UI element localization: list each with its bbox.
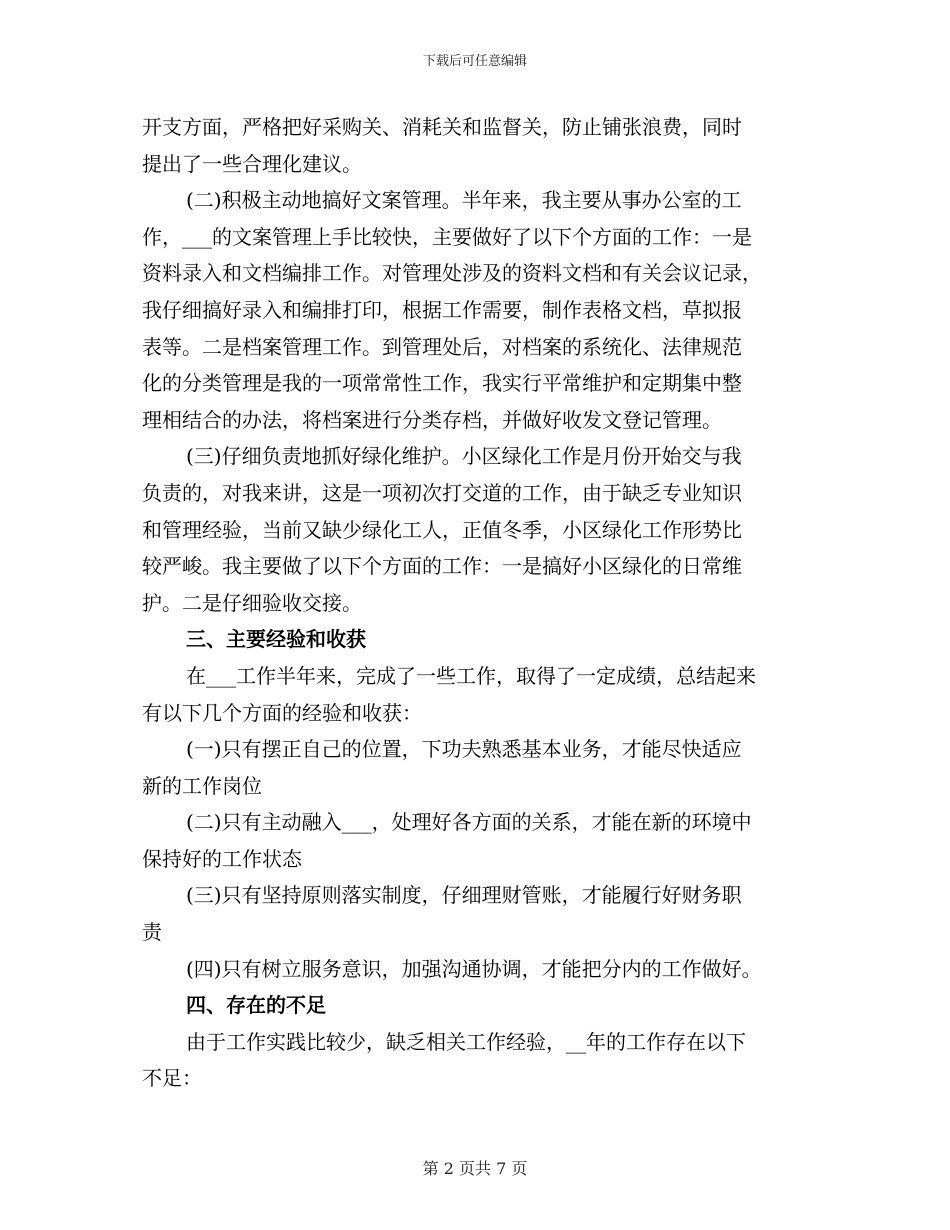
paragraph-line: 负责的，对我来讲，这是一项初次打交道的工作，由于缺乏专业知识: [142, 480, 742, 505]
paragraph-line: (一)只有摆正自己的位置，下功夫熟悉基本业务，才能尽快适应: [186, 737, 742, 762]
paragraph-line: 提出了一些合理化建议。: [142, 151, 362, 176]
paragraph-line: 新的工作岗位: [142, 773, 262, 798]
section-heading: 四、存在的不足: [186, 993, 326, 1018]
paragraph-line: (三)仔细负责地抓好绿化维护。小区绿化工作是月份开始交与我: [186, 444, 742, 469]
document-body: [142, 109, 814, 1097]
paragraph-line: 由于工作实践比较少，缺乏相关工作经验，__年的工作存在以下: [186, 1029, 746, 1054]
paragraph-line: 表等。二是档案管理工作。到管理处后，对档案的系统化、法律规范: [142, 334, 742, 359]
paragraph-line: 作，___的文案管理上手比较快，主要做好了以下个方面的工作：一是: [142, 224, 752, 249]
page-header: 下载后可任意编辑: [422, 54, 527, 69]
paragraph-line: 责: [142, 920, 162, 945]
paragraph-line: 在___工作半年来，完成了一些工作，取得了一定成绩，总结起来: [186, 663, 756, 688]
paragraph-line: 化的分类管理是我的一项常常性工作，我实行平常维护和定期集中整: [142, 371, 742, 396]
paragraph-line: 较严峻。我主要做了以下个方面的工作：一是搞好小区绿化的日常维: [142, 554, 742, 579]
paragraph-line: 有以下几个方面的经验和收获：: [142, 700, 422, 725]
paragraph-line: 我仔细搞好录入和编排打印，根据工作需要，制作表格文档，草拟报: [142, 297, 742, 322]
paragraph-line: 保持好的工作状态: [142, 846, 302, 871]
paragraph-line: 护。二是仔细验收交接。: [142, 590, 362, 615]
page-footer: 第 2 页共 7 页: [422, 1159, 528, 1178]
paragraph-line: (二)积极主动地搞好文案管理。半年来，我主要从事办公室的工: [186, 188, 742, 213]
paragraph-line: 不足：: [142, 1066, 202, 1091]
paragraph-line: 和管理经验，当前又缺少绿化工人，正值冬季，小区绿化工作形势比: [142, 517, 742, 542]
paragraph-line: (二)只有主动融入___，处理好各方面的关系，才能在新的环境中: [186, 810, 752, 835]
paragraph-line: (四)只有树立服务意识，加强沟通协调，才能把分内的工作做好。: [186, 956, 762, 981]
paragraph-line: 开支方面，严格把好采购关、消耗关和监督关，防止铺张浪费，同时: [142, 115, 742, 139]
paragraph-line: 资料录入和文档编排工作。对管理处涉及的资料文档和有关会议记录，: [142, 261, 762, 286]
paragraph-line: 理相结合的办法，将档案进行分类存档，并做好收发文登记管理。: [142, 407, 722, 432]
section-heading: 三、主要经验和收获: [186, 627, 366, 652]
paragraph-line: (三)只有坚持原则落实制度，仔细理财管账，才能履行好财务职: [186, 883, 742, 908]
